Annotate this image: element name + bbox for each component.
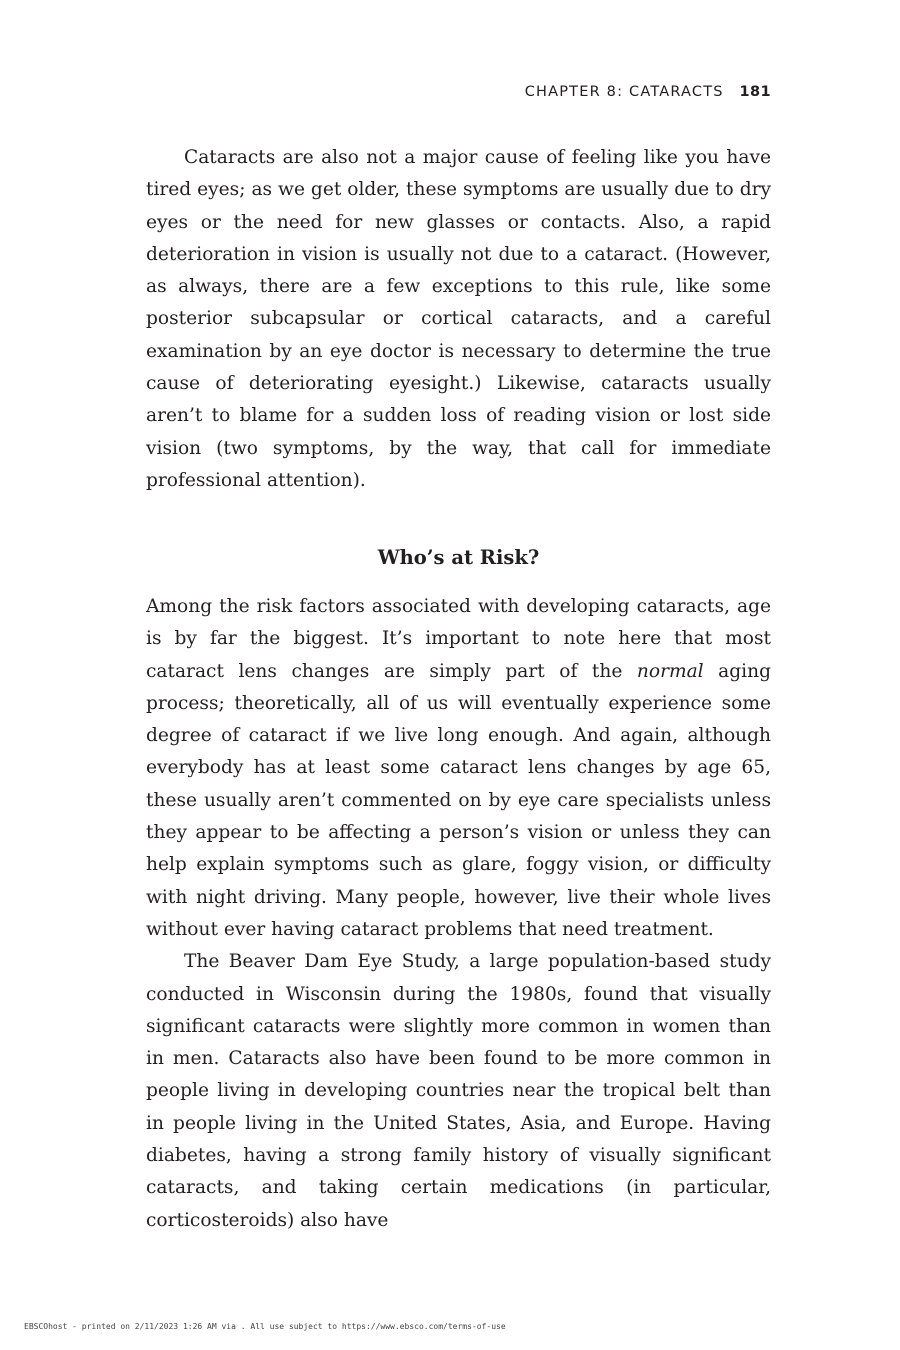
- paragraph-risk-factors: [146, 591, 771, 946]
- risk-text-end: aging process; theoretically, all of us will eventually experience some degree of cataract if we live long enough. And again, although everybody has at least some cataract lens changes by age 65, these usually aren’t commented on by eye care specialists unless they appear to be affecting a person’s vision or unless they can help explain symptoms such as glare, foggy vision, or difficulty with night driving. Many people, however, live their whole lives without ever having cataract problems that need treatment.: [146, 660, 771, 940]
- body-text-top: [146, 142, 771, 497]
- running-head: [525, 84, 771, 100]
- ebsco-footer: EBSCOhost - printed on 2/11/2023 1:26 AM via . All use subject to https://www.ebsco.com/terms-of-use: [24, 1322, 506, 1331]
- risk-text-start: Among the risk factors associated with developing cataracts, age is by far the biggest. It’s important to note here that most cataract lens changes are simply part of the: [146, 596, 771, 682]
- page-number: 181: [739, 84, 771, 100]
- paragraph-tired-eyes: Cataracts are also not a major cause of feeling like you have tired eyes; as we get older, these symptoms are usually due to dry eyes or the need for new glasses or contacts. Also, a rapid deterioration in vision is usually not due to a cataract. (However, as always, there are a few exceptions to this rule, like some posterior subcapsular or cortical cataracts, and a careful examination by an eye doctor is necessary to determine the true cause of deteriorating eyesight.) Likewise, cataracts usually aren’t to blame for a sudden loss of reading vision or lost side vision (two symptoms, by the way, that call for immediate professional attention).: [146, 147, 771, 491]
- emphasis-normal: normal: [636, 660, 704, 682]
- section-heading: Who’s at Risk?: [377, 546, 540, 570]
- paragraph-beaver-dam-study: The Beaver Dam Eye Study, a large population-based study conducted in Wisconsin during the 1980s, found that visually significant cataracts were slightly more common in women than in men. Cataracts also have been found to be more common in people living in developing countries near the tropical belt than in people living in the United States, Asia, and Europe. Having diabetes, having a strong family history of visually significant cataracts, and taking certain medications (in particular, corticosteroids) also have: [146, 951, 771, 1231]
- chapter-title: CHAPTER 8: CATARACTS: [524, 84, 724, 100]
- body-text-risk: [146, 591, 771, 1237]
